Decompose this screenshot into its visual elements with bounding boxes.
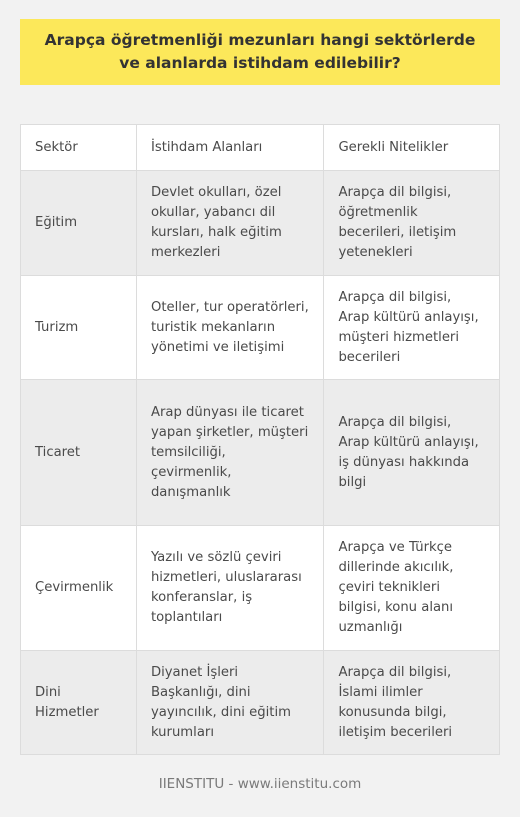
cell-sector: Eğitim: [21, 171, 137, 276]
cell-sector: Dini Hizmetler: [21, 651, 137, 755]
table-row: [21, 276, 500, 380]
cell-employment-areas: Arap dünyası ile ticaret yapan şirketler, müşteri temsilciliği, çevirmenlik, danışmanlık: [136, 380, 324, 526]
column-header-employment-areas: İstihdam Alanları: [136, 125, 324, 171]
cell-sector: Ticaret: [21, 380, 137, 526]
cell-employment-areas: Oteller, tur operatörleri, turistik mekanların yönetimi ve iletişimi: [136, 276, 324, 380]
column-header-sector: Sektör: [21, 125, 137, 171]
footer-credit: IIENSTITU - www.iienstitu.com: [158, 776, 362, 792]
column-header-requirements: Gerekli Nitelikler: [324, 125, 500, 171]
cell-requirements: Arapça dil bilgisi, İslami ilimler konusunda bilgi, iletişim becerileri: [324, 651, 500, 755]
cell-employment-areas: Yazılı ve sözlü çeviri hizmetleri, uluslararası konferanslar, iş toplantıları: [136, 526, 324, 651]
cell-requirements: Arapça dil bilgisi, öğretmenlik becerileri, iletişim yetenekleri: [324, 171, 500, 276]
cell-sector: Çevirmenlik: [21, 526, 137, 651]
table-row: [21, 380, 500, 526]
cell-sector: Turizm: [21, 276, 137, 380]
table-row: [21, 651, 500, 755]
cell-requirements: Arapça dil bilgisi, Arap kültürü anlayışı, müşteri hizmetleri becerileri: [324, 276, 500, 380]
cell-requirements: Arapça ve Türkçe dillerinde akıcılık, çeviri teknikleri bilgisi, konu alanı uzmanlığı: [324, 526, 500, 651]
table-row: [21, 526, 500, 651]
cell-requirements: Arapça dil bilgisi, Arap kültürü anlayışı, iş dünyası hakkında bilgi: [324, 380, 500, 526]
sector-table: [20, 124, 500, 755]
cell-employment-areas: Diyanet İşleri Başkanlığı, dini yayıncılık, dini eğitim kurumları: [136, 651, 324, 755]
title-banner: [20, 19, 500, 85]
cell-employment-areas: Devlet okulları, özel okullar, yabancı dil kursları, halk eğitim merkezleri: [136, 171, 324, 276]
table-header-row: [21, 125, 500, 171]
page-title: Arapça öğretmenliği mezunları hangi sektörlerde ve alanlarda istihdam edilebilir?: [44, 31, 476, 72]
table-row: [21, 171, 500, 276]
